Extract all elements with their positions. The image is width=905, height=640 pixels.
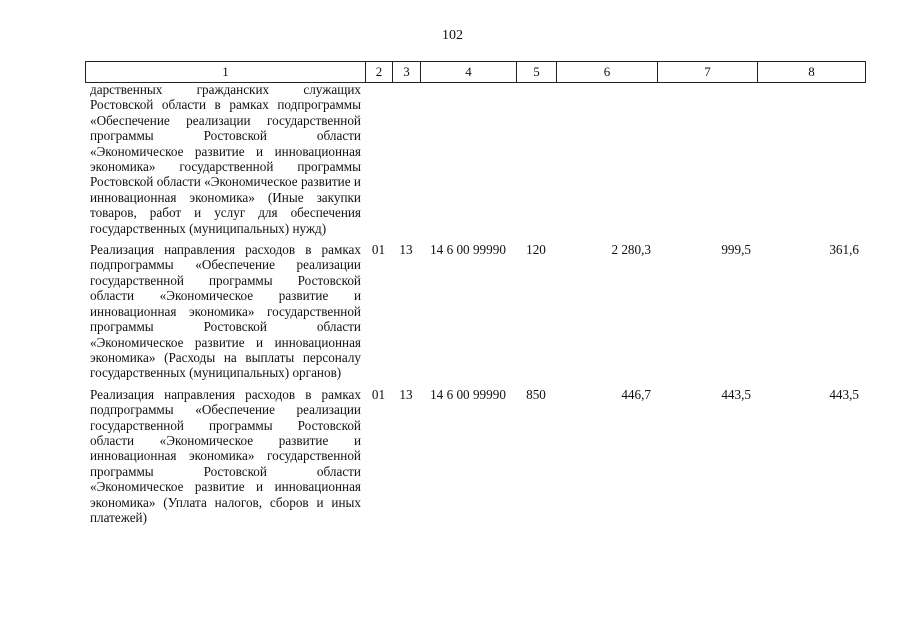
table-row <box>85 387 865 532</box>
row-expense-type: 850 <box>526 386 546 402</box>
row-amount-2: 999,5 <box>721 242 751 258</box>
row-amount-2: 443,5 <box>721 386 751 402</box>
column-header-3: 3 <box>393 62 421 83</box>
row-amount-1 <box>556 82 657 242</box>
row-expense-type: 120 <box>526 242 546 258</box>
row-target-article: 14 6 00 99990 <box>430 242 506 258</box>
row-section-code <box>365 82 392 242</box>
row-amount-3: 443,5 <box>829 386 859 402</box>
page-number: 102 <box>442 28 463 43</box>
row-section-code: 01 <box>371 386 386 402</box>
row-subsection-code: 13 <box>399 386 413 402</box>
row-amount-2 <box>657 82 757 242</box>
column-header-6: 6 <box>557 62 658 83</box>
column-header-8: 8 <box>758 62 866 83</box>
table-row <box>85 242 865 387</box>
row-target-article <box>420 82 516 242</box>
row-amount-3 <box>757 82 865 242</box>
row-description: дарственных гражданских служащих Ростовской области в рамках подпрограммы «Обеспечение реализации государственной программы Ростовской области «Экономическое развитие и инновационная экономика» государственной программы Ростовской области «Экономическое развитие и инновационная экономика» (Иные закупки товаров, работ и услуг для обеспечения государственных (муниципальных) нужд) <box>90 82 361 236</box>
row-subsection-code <box>392 82 420 242</box>
row-expense-type <box>516 82 556 242</box>
row-description: Реализация направления расходов в рамках подпрограммы «Обеспечение реализации государственной программы Ростовской области «Экономическое развитие и инновационная экономика» государственной программы Ростовской области «Экономическое развитие и инновационная экономика» (Расходы на выплаты персоналу государственных (муниципальных) органов) <box>90 242 361 381</box>
row-target-article: 14 6 00 99990 <box>430 386 506 402</box>
column-header-7: 7 <box>658 62 758 83</box>
column-header-2: 2 <box>366 62 393 83</box>
row-subsection-code: 13 <box>399 242 413 258</box>
row-amount-3: 361,6 <box>829 242 859 258</box>
row-amount-1: 2 280,3 <box>611 242 651 258</box>
column-header-row <box>86 62 866 83</box>
column-header-table <box>85 61 866 83</box>
column-header-5: 5 <box>517 62 557 83</box>
column-header-1: 1 <box>86 62 366 83</box>
row-section-code: 01 <box>371 242 386 258</box>
row-amount-1: 446,7 <box>621 386 651 402</box>
row-description: Реализация направления расходов в рамках подпрограммы «Обеспечение реализации государственной программы Ростовской области «Экономическое развитие и инновационная экономика» государственной программы Ростовской области «Экономическое развитие и инновационная экономика» (Уплата налогов, сборов и иных платежей) <box>90 386 361 525</box>
column-header-4: 4 <box>421 62 517 83</box>
budget-table-body <box>85 82 865 531</box>
table-row <box>85 82 865 242</box>
